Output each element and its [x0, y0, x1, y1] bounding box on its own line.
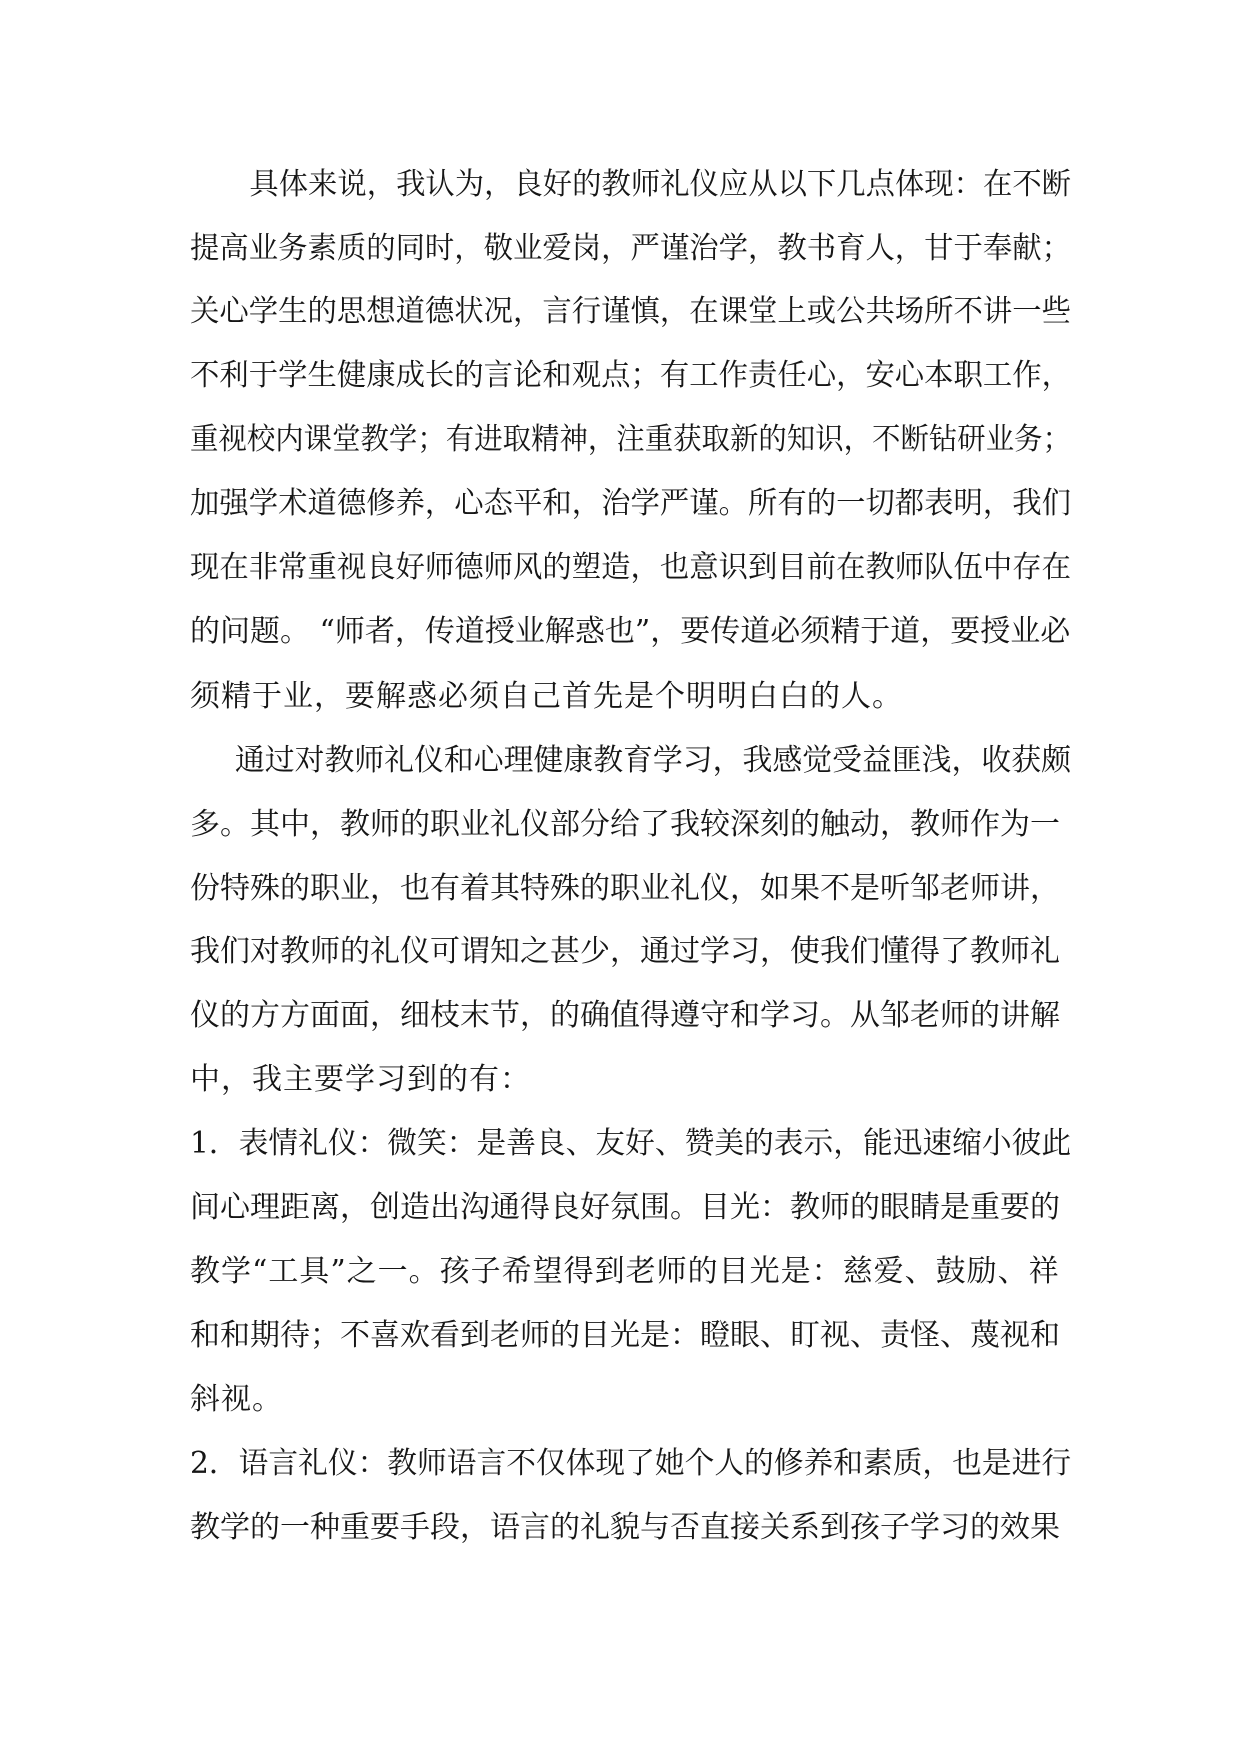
text-line: 的问题。 “师者，传道授业解惑也”，要传道必须精于道，要授业必	[190, 614, 1071, 649]
text-line: 加强学术道德修养，心态平和，治学严谨。所有的一切都表明，我们	[190, 486, 1072, 521]
text-line: 须精于业，要解惑必须自己首先是个明明白白的人。	[190, 679, 903, 714]
text-line: 教学“工具”之一。孩子希望得到老师的目光是：慈爱、鼓励、祥	[190, 1254, 1060, 1289]
text-line: 斜视。	[190, 1382, 283, 1417]
text-line: 份特殊的职业，也有着其特殊的职业礼仪，如果不是听邹老师讲，	[190, 871, 1060, 906]
text-line: 现在非常重视良好师德师风的塑造，也意识到目前在教师队伍中存在	[190, 550, 1072, 585]
text-line: 提高业务素质的同时，敬业爱岗，严谨治学，教书育人，甘于奉献；	[190, 231, 1072, 266]
text-line: 我们对教师的礼仪可谓知之甚少，通过学习，使我们懂得了教师礼	[190, 934, 1060, 969]
text-line: 1．表情礼仪：微笑：是善良、友好、赞美的表示，能迅速缩小彼此	[190, 1126, 1072, 1161]
text-line: 中，我主要学习到的有：	[190, 1062, 531, 1097]
text-line: 多。其中，教师的职业礼仪部分给了我较深刻的触动，教师作为一	[190, 807, 1060, 842]
text-line: 具体来说，我认为，良好的教师礼仪应从以下几点体现：在不断	[220, 167, 1072, 202]
text-line: 通过对教师礼仪和心理健康教育学习，我感觉受益匪浅，收获颇	[205, 743, 1071, 778]
text-line: 间心理距离，创造出沟通得良好氛围。目光：教师的眼睛是重要的	[190, 1190, 1060, 1225]
text-line: 不利于学生健康成长的言论和观点；有工作责任心，安心本职工作，	[190, 358, 1072, 393]
text-line: 和和期待；不喜欢看到老师的目光是：瞪眼、盯视、责怪、蔑视和	[190, 1318, 1060, 1353]
text-line: 教学的一种重要手段，语言的礼貌与否直接关系到孩子学习的效果	[190, 1510, 1060, 1545]
text-line: 关心学生的思想道德状况，言行谨慎，在课堂上或公共场所不讲一些	[190, 294, 1072, 329]
text-line: 仪的方方面面，细枝末节，的确值得遵守和学习。从邹老师的讲解	[190, 998, 1060, 1033]
text-line: 重视校内课堂教学；有进取精神，注重获取新的知识，不断钻研业务；	[190, 422, 1071, 457]
text-line: 2．语言礼仪：教师语言不仅体现了她个人的修养和素质，也是进行	[190, 1446, 1072, 1481]
